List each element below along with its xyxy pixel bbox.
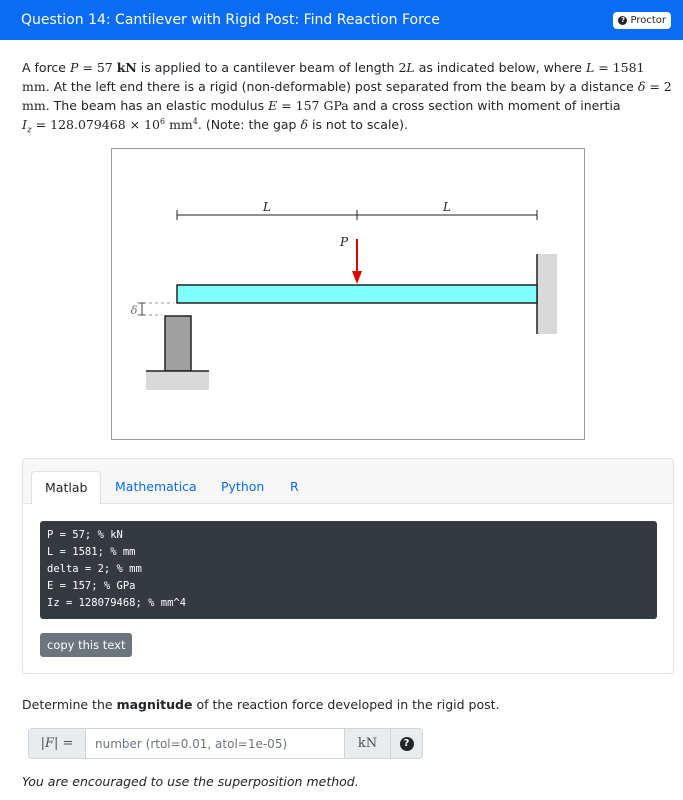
code-block[interactable] xyxy=(40,521,657,619)
label-L-left: L xyxy=(263,200,271,214)
question-header xyxy=(0,0,683,40)
label-P: P xyxy=(339,235,349,249)
help-button[interactable] xyxy=(390,729,422,758)
label-L-right: L xyxy=(443,200,451,214)
answer-prefix: |F| = xyxy=(29,729,86,758)
code-line: L = 1581; % mm xyxy=(47,546,136,558)
tab-matlab[interactable]: Matlab xyxy=(31,471,101,505)
question-circle-icon: ? xyxy=(400,737,414,751)
beam-figure xyxy=(111,148,585,440)
question-prompt: Determine the magnitude of the reaction force developed in the rigid post. xyxy=(22,697,500,712)
code-line: E = 157; % GPa xyxy=(47,580,136,592)
code-card xyxy=(22,458,674,674)
ground xyxy=(146,371,209,390)
question-title: Question 14: Cantilever with Rigid Post: Find Reaction Force xyxy=(21,12,440,28)
language-tabs xyxy=(23,459,673,504)
answer-unit: kN xyxy=(344,729,390,758)
proctor-label: Proctor xyxy=(630,14,666,26)
copy-text-button[interactable]: copy this text xyxy=(40,633,132,657)
label-delta: δ xyxy=(130,304,138,317)
force-arrow-head xyxy=(352,271,362,284)
cantilever-beam xyxy=(177,285,537,303)
code-line: P = 57; % kN xyxy=(47,529,123,541)
code-line: Iz = 128079468; % mm^4 xyxy=(47,597,187,609)
tab-r[interactable]: R xyxy=(290,479,299,494)
problem-statement: A force P = 57 kN is applied to a cantilever beam of length 2L as indicated below, where L = 1581 mm. At the left end there is a rigid (non-deformable) post separated from the beam by a distance δ = 2 mm. The beam has an elastic modulus E = 157 GPa and a cross section with moment of inertia $I_z = 128.079468 \times 10^6$ $mm^4$. (Note: the gap δ is not to scale). xyxy=(22,60,672,136)
tab-python[interactable]: Python xyxy=(221,479,265,494)
beam-diagram xyxy=(112,149,584,439)
tab-mathematica[interactable]: Mathematica xyxy=(115,479,197,494)
fixed-wall xyxy=(537,254,557,334)
answer-input[interactable] xyxy=(86,729,344,758)
rigid-post xyxy=(165,316,191,371)
question-circle-icon: ? xyxy=(618,16,627,25)
code-line: delta = 2; % mm xyxy=(47,563,142,575)
hint-text: You are encouraged to use the superposition method. xyxy=(22,774,359,789)
answer-input-group xyxy=(28,728,423,759)
proctor-button[interactable] xyxy=(613,12,671,29)
